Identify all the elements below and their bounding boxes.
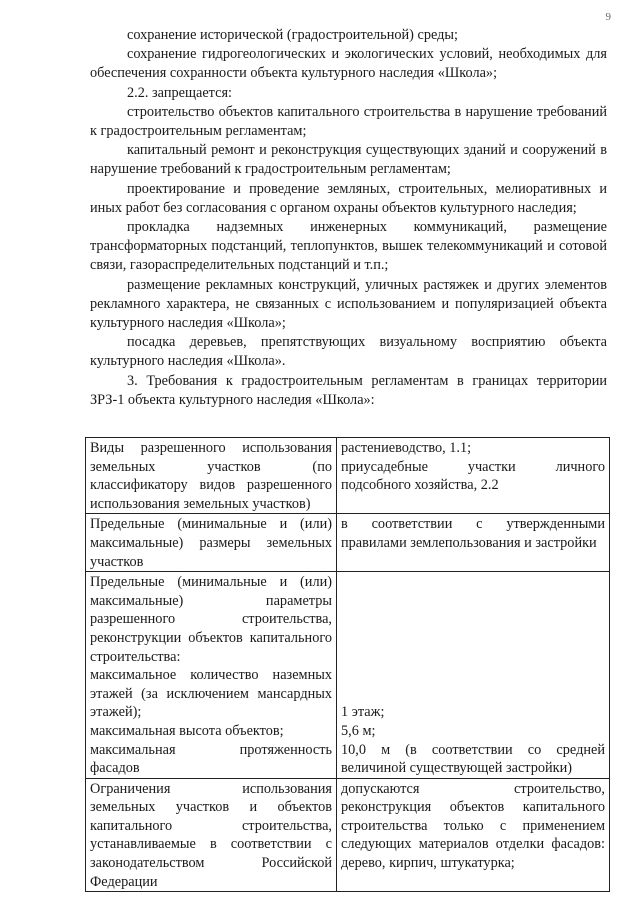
- permitted-use-crop: растениеводство, 1.1;: [341, 440, 472, 456]
- cell-plot-size-value: в соответствии с утвержденными правилами землепользования и застройки: [337, 514, 610, 572]
- cell-restrictions-label: Ограничения использования земельных участков и объектов капитального строительства, устанавливаемые в соответствии с законодательством Российской Федерации: [86, 778, 337, 892]
- params-floors-label: максимальное количество наземных этажей (за исключением мансардных этажей);: [90, 667, 332, 721]
- table-row: [86, 514, 610, 572]
- paragraph-preserve-environment: сохранение исторической (градостроительной) среды;: [127, 27, 458, 43]
- cell-restrictions-value: допускаются строительство, реконструкция объектов капитального строительства только с применением следующих материалов отделки фасадов: дерево, кирпич, штукатурка;: [337, 778, 610, 892]
- params-intro: Предельные (минимальные и (или) максимальные) параметры разрешенного строительства, реконструкции объектов капитального строительства:: [90, 574, 332, 665]
- params-height-label: максимальная высота объектов;: [90, 722, 284, 739]
- paragraph-advertising: размещение рекламных конструкций, уличных растяжек и других элементов рекламного характера, не связанных с использованием и популяризацией объекта культурного наследия «Школа»;: [90, 276, 607, 332]
- paragraph-earthworks: проектирование и проведение земляных, строительных, мелиоративных и иных работ без согласования с органом охраны объектов культурного наследия;: [90, 180, 607, 216]
- table-row: [86, 778, 610, 892]
- cell-plot-size-label: Предельные (минимальные и (или) максимальные) размеры земельных участков: [86, 514, 337, 572]
- regulations-table: [85, 437, 610, 892]
- paragraph-construction-violation: строительство объектов капитального строительства в нарушение требований к градостроительным регламентам;: [90, 103, 607, 140]
- cell-construction-params-label: [86, 572, 337, 779]
- paragraph-overhead-utilities: прокладка надземных инженерных коммуникаций, размещение трансформаторных подстанций, теплопунктов, вышек телекоммуникаций и сотовой связи, газораспределительных подстанций и т.п.;: [90, 219, 607, 274]
- table-row: [86, 572, 610, 779]
- cell-permitted-use-value: [337, 438, 610, 514]
- params-length-label-end: фасадов: [90, 760, 140, 777]
- paragraph-prohibited-heading: 2.2. запрещается:: [127, 84, 232, 101]
- params-height-value: 5,6 м;: [341, 722, 376, 739]
- table-row: [86, 438, 610, 514]
- paragraph-tree-planting: посадка деревьев, препятствующих визуальному восприятию объекта культурного наследия «Школа».: [90, 334, 607, 370]
- paragraph-preserve-hydrogeology: сохранение гидрогеологических и экологических условий, необходимых для обеспечения сохранности объекта культурного наследия «Школа»;: [90, 46, 607, 82]
- params-floors-value: 1 этаж;: [341, 704, 385, 721]
- cell-permitted-use-label: Виды разрешенного использования земельных участков (по классификатору видов разрешенного использования земельных участков): [86, 438, 337, 514]
- params-length-value: 10,0 м (в соответствии со средней величиной существующей застройки): [341, 741, 605, 777]
- cell-construction-params-value: [337, 572, 610, 779]
- paragraph-repair-violation: капитальный ремонт и реконструкция существующих зданий и сооружений в нарушение требований к градостроительным регламентам;: [90, 142, 607, 178]
- page-number: 9: [605, 11, 611, 23]
- permitted-use-household: приусадебные участки личного подсобного хозяйства, 2.2: [341, 458, 605, 494]
- paragraph-zrz1-requirements: 3. Требования к градостроительным регламентам в границах территории ЗРЗ-1 объекта культурного наследия «Школа»:: [90, 372, 607, 408]
- params-length-label: максимальная протяженность: [90, 741, 332, 758]
- document-body: [90, 26, 607, 410]
